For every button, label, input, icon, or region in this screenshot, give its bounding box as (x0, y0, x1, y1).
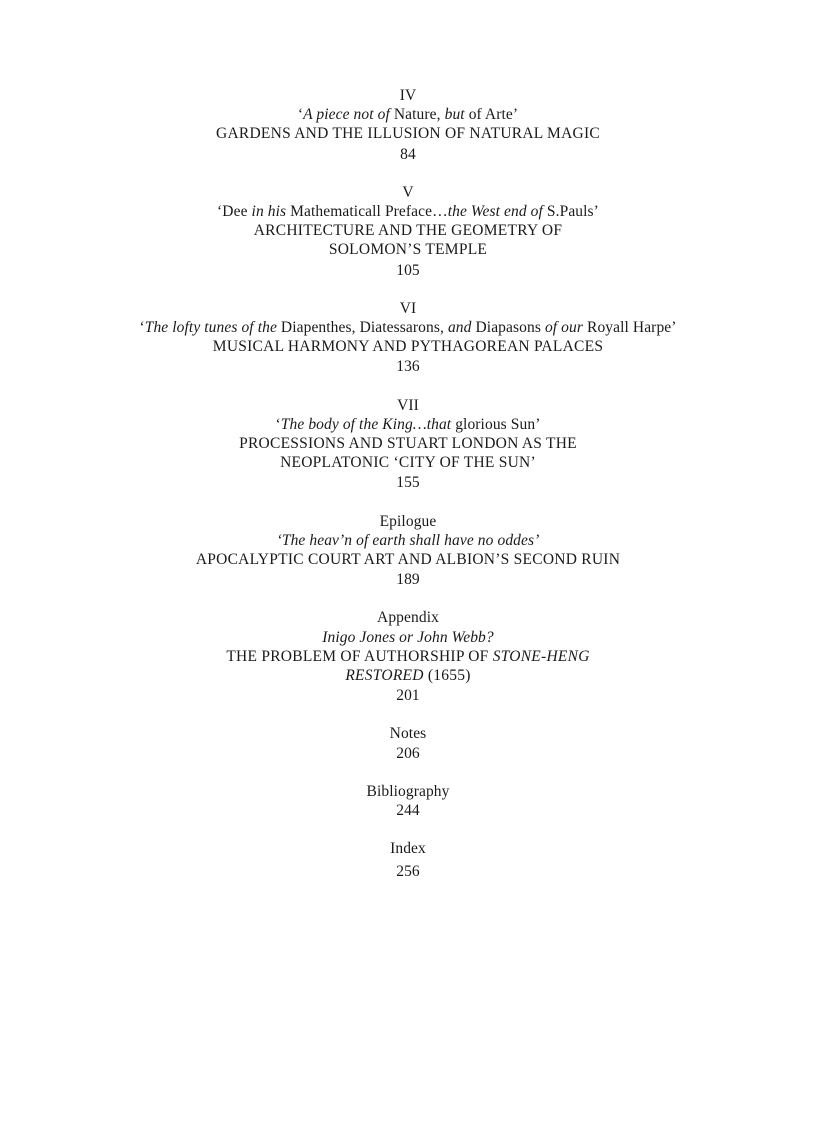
chapter-epigraph: ‘A piece not of Nature, but of Arte’ (297, 106, 519, 124)
page-number: 84 (400, 145, 416, 163)
appendix-entry (0, 608, 816, 705)
epilogue-title: APOCALYPTIC COURT ART AND ALBION’S SECOND RUIN (195, 551, 621, 569)
page-number: 256 (396, 862, 420, 880)
appendix-title-continued: RESTORED (1655) (345, 667, 471, 685)
index-label: Index (390, 840, 426, 858)
page-number: 105 (396, 261, 420, 279)
bibliography-label: Bibliography (366, 782, 450, 800)
page-number: 189 (396, 571, 420, 589)
appendix-title: THE PROBLEM OF AUTHORSHIP OF STONE-HENG (226, 647, 590, 665)
page-number: 136 (396, 358, 420, 376)
chapter-epigraph: ‘The lofty tunes of the Diapenthes, Diatessarons, and Diapasons of our Royall Harpe’ (139, 319, 677, 337)
chapter-title-continued: NEOPLATONIC ‘CITY OF THE SUN’ (280, 454, 536, 472)
chapter-title: GARDENS AND THE ILLUSION OF NATURAL MAGIC (216, 125, 600, 143)
table-of-contents (0, 86, 816, 881)
chapter-epigraph: ‘Dee in his Mathematicall Preface…the West end of S.Pauls’ (217, 203, 599, 221)
chapter-entry-v (0, 183, 816, 280)
page-number: 206 (396, 744, 420, 762)
bibliography-entry (0, 782, 816, 820)
chapter-epigraph: ‘The body of the King…that glorious Sun’ (275, 415, 541, 433)
chapter-entry-iv (0, 86, 816, 164)
notes-label: Notes (389, 725, 427, 743)
chapter-entry-vii (0, 396, 816, 493)
chapter-number: V (402, 183, 414, 201)
chapter-title-continued: SOLOMON’S TEMPLE (328, 241, 488, 259)
notes-entry (0, 724, 816, 762)
epilogue-epigraph: ‘The heav’n of earth shall have no oddes’ (276, 531, 540, 549)
appendix-epigraph: Inigo Jones or John Webb? (322, 628, 494, 646)
index-entry (0, 839, 816, 880)
epilogue-label: Epilogue (379, 512, 437, 530)
appendix-label: Appendix (377, 609, 439, 627)
epilogue-entry (0, 512, 816, 590)
chapter-number: IV (399, 87, 417, 104)
chapter-title: PROCESSIONS AND STUART LONDON AS THE (239, 435, 577, 453)
page-number: 244 (396, 802, 420, 820)
chapter-title: MUSICAL HARMONY AND PYTHAGOREAN PALACES (212, 338, 604, 356)
chapter-number: VII (397, 396, 419, 414)
page-number: 201 (396, 687, 420, 705)
chapter-title: ARCHITECTURE AND THE GEOMETRY OF (253, 222, 563, 240)
chapter-entry-vi (0, 299, 816, 377)
chapter-number: VI (399, 299, 417, 317)
page-number: 155 (396, 474, 420, 492)
